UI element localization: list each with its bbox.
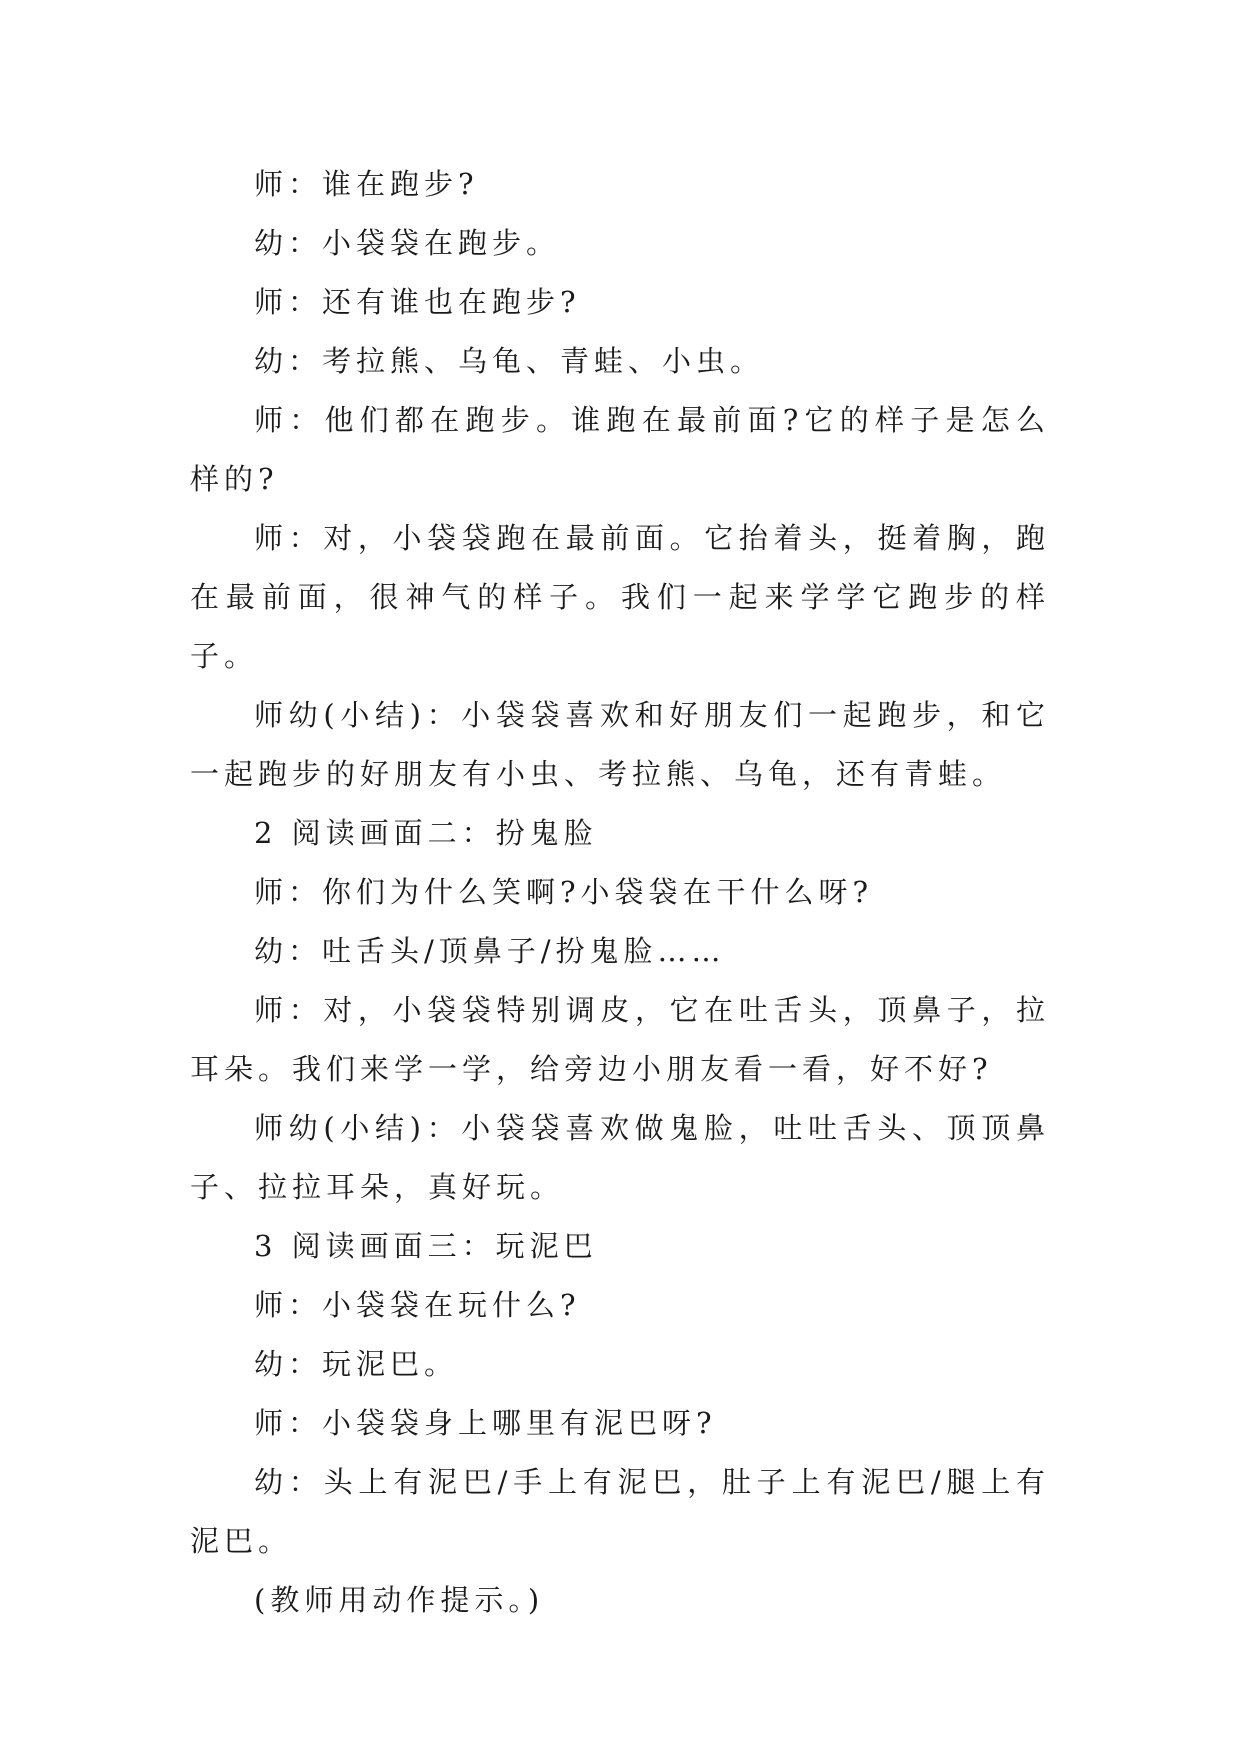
dialogue-line: 师：小袋袋身上哪里有泥巴呀? (254, 1406, 717, 1440)
dialogue-line: 师：对，小袋袋跑在最前面。它抬着头，挺着胸，跑在最前面，很神气的样子。我们一起来学学它跑步的样子。 (190, 521, 1050, 673)
dialogue-line: 幼：小袋袋在跑步。 (254, 226, 561, 260)
dialogue-line: 师：还有谁也在跑步? (254, 285, 581, 319)
dialogue-line: 师：他们都在跑步。谁跑在最前面?它的样子是怎么样的? (190, 403, 1050, 496)
section-heading: 3 阅读画面三：玩泥巴 (254, 1229, 598, 1263)
summary-paragraph: 师幼(小结)：小袋袋喜欢做鬼脸，吐吐舌头、顶顶鼻子、拉拉耳朵，真好玩。 (190, 1111, 1050, 1204)
summary-paragraph: 师幼(小结)：小袋袋喜欢和好朋友们一起跑步，和它一起跑步的好朋友有小虫、考拉熊、乌龟，还有青蛙。 (190, 698, 1050, 791)
dialogue-line: 幼：头上有泥巴/手上有泥巴，肚子上有泥巴/腿上有泥巴。 (190, 1465, 1050, 1558)
dialogue-line: 幼：吐舌头/顶鼻子/扮鬼脸…… (254, 934, 726, 968)
dialogue-line: 师：小袋袋在玩什么? (254, 1288, 581, 1322)
section-heading: 2 阅读画面二：扮鬼脸 (254, 816, 598, 850)
dialogue-line: 师：对，小袋袋特别调皮，它在吐舌头，顶鼻子，拉耳朵。我们来学一学，给旁边小朋友看一看，好不好? (190, 993, 1050, 1086)
dialogue-line: 幼：考拉熊、乌龟、青蛙、小虫。 (254, 344, 765, 378)
document-page (190, 155, 1050, 1630)
dialogue-line: 幼：玩泥巴。 (254, 1347, 459, 1381)
dialogue-line: 师：谁在跑步? (254, 167, 479, 201)
dialogue-line: 师：你们为什么笑啊?小袋袋在干什么呀? (254, 875, 874, 909)
stage-note: (教师用动作提示。) (254, 1583, 545, 1617)
